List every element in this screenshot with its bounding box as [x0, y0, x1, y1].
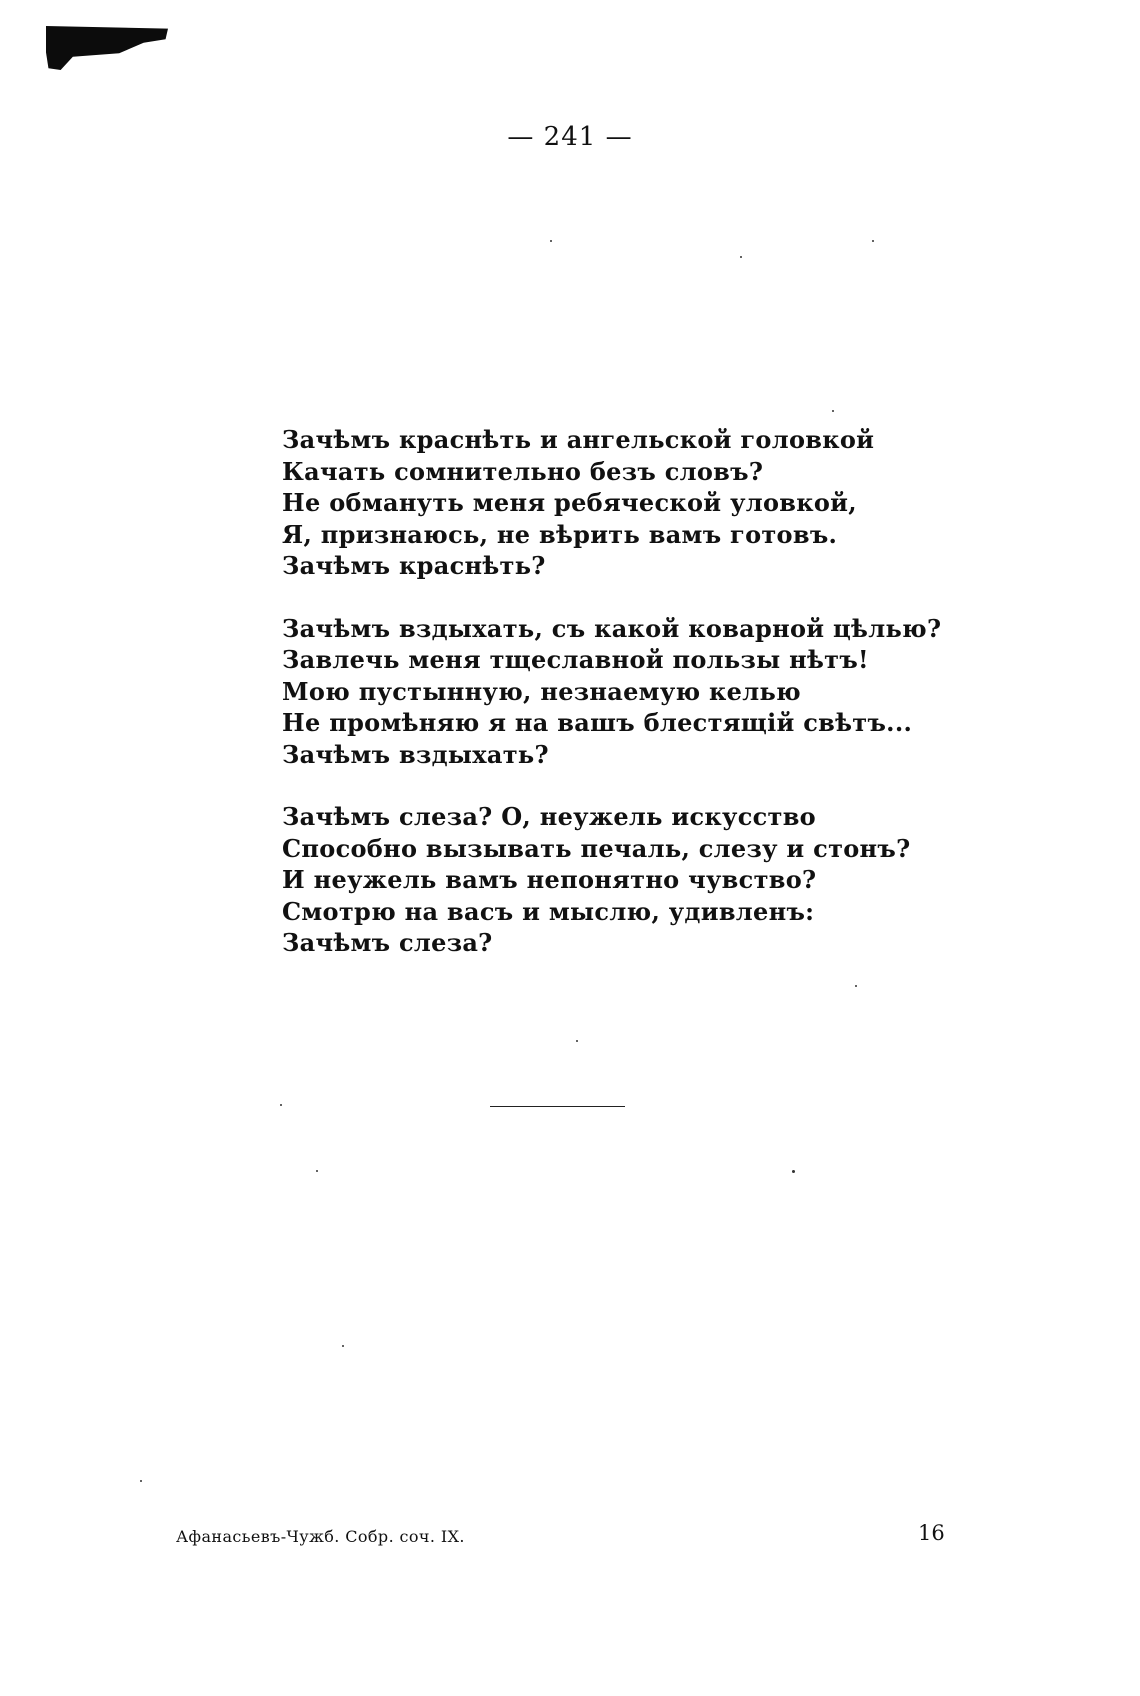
- poem-line: Зачѣмъ слеза? О, неужель искусство: [282, 802, 816, 831]
- poem-line: Не обмануть меня ребяческой уловкой,: [282, 488, 857, 517]
- scan-speck: [280, 1104, 282, 1106]
- poem-line: Зачѣмъ вздыхать, съ какой коварной цѣлью?: [282, 613, 942, 643]
- footer-sheet-number: 16: [918, 1521, 945, 1545]
- scan-speck: [792, 1170, 795, 1173]
- poem-line: Зачѣмъ краснѣть и ангельской головкой: [282, 425, 875, 454]
- stanza: [282, 424, 982, 582]
- poem-line: Зачѣмъ краснѣть?: [282, 551, 546, 580]
- section-divider: [490, 1106, 625, 1107]
- poem-line: Зачѣмъ слеза?: [282, 928, 493, 957]
- poem-line: Качать сомнительно безъ словъ?: [282, 456, 764, 486]
- poem-line: Не промѣняю я на вашъ блестящій свѣтъ...: [282, 708, 913, 737]
- poem-line: Завлечь меня тщеславной пользы нѣтъ!: [282, 645, 869, 674]
- poem-line: Мою пустынную, незнаемую келью: [282, 676, 801, 706]
- stanza: [282, 613, 982, 771]
- scan-speck: [140, 1480, 142, 1482]
- page-number: — 241 —: [507, 122, 633, 152]
- poem-line: Зачѣмъ вздыхать?: [282, 739, 549, 769]
- poem-line: Смотрю на васъ и мыслю, удивленъ:: [282, 896, 815, 926]
- scan-speck: [576, 1040, 578, 1042]
- scan-speck: [855, 985, 857, 987]
- scan-speck: [832, 410, 834, 412]
- poem: [282, 424, 982, 990]
- scan-speck: [740, 256, 742, 258]
- scan-corner-mark: [46, 26, 168, 70]
- poem-line: Способно вызывать печаль, слезу и стонъ?: [282, 833, 911, 863]
- poem-line: И неужель вамъ непонятно чувство?: [282, 865, 817, 894]
- stanza: [282, 801, 982, 959]
- scan-speck: [316, 1170, 318, 1172]
- scan-speck: [342, 1345, 344, 1347]
- poem-line: Я, признаюсь, не вѣрить вамъ готовъ.: [282, 519, 838, 549]
- footer-signature: Афанасьевъ-Чужб. Собр. соч. IX.: [176, 1527, 465, 1546]
- scan-speck: [550, 240, 552, 242]
- scan-speck: [872, 240, 874, 242]
